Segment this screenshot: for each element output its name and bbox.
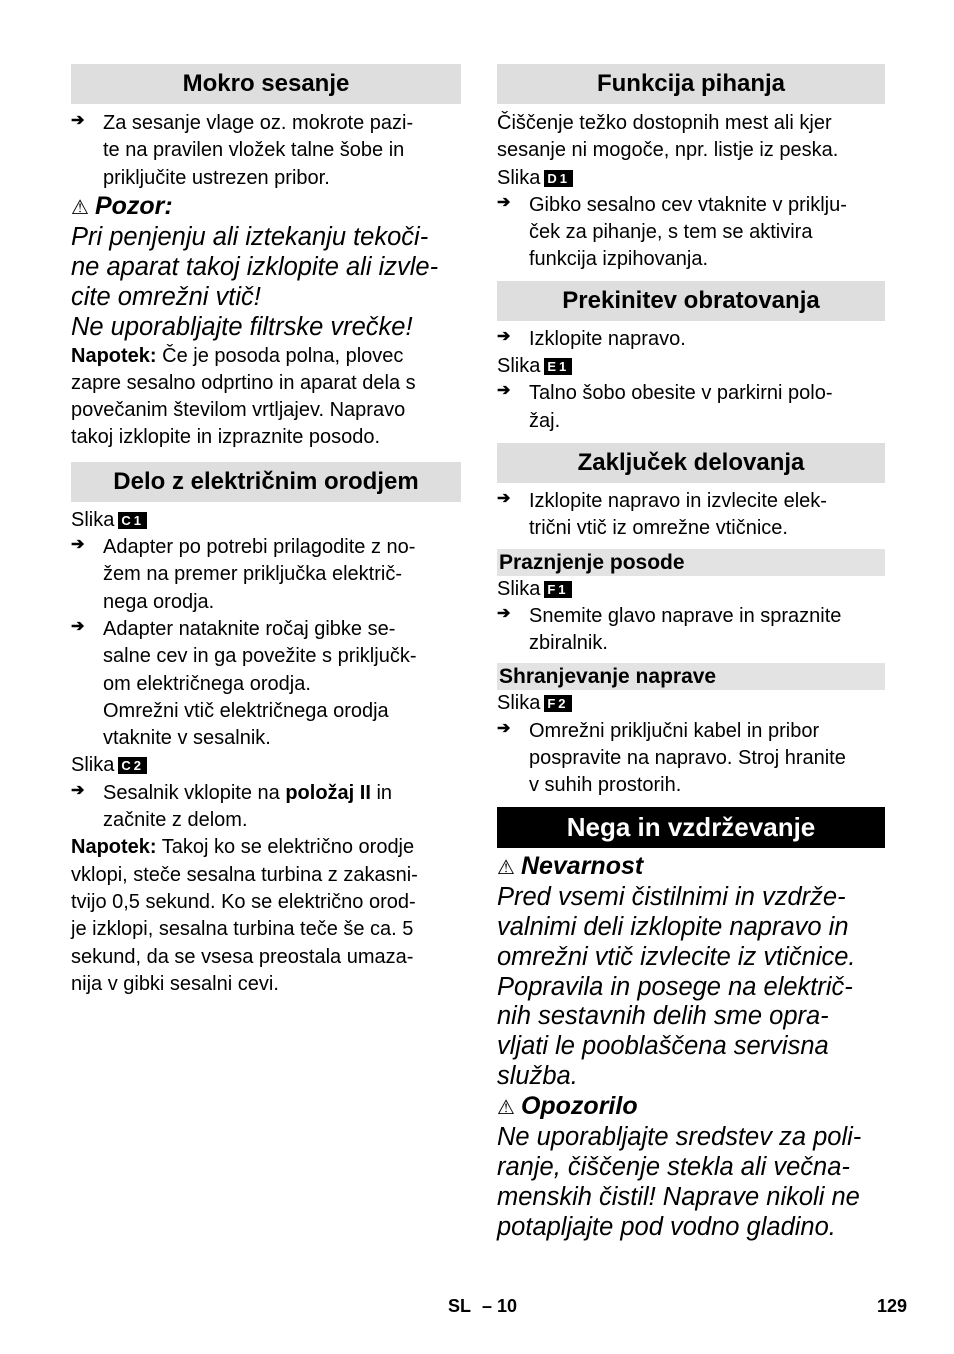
warning-title: ⚠ Pozor: [71, 191, 173, 220]
section-heading-mokro-sesanje: Mokro sesanje [71, 64, 461, 104]
figure-badge: C1 [118, 512, 147, 529]
warning-icon: ⚠ [497, 1096, 515, 1119]
arrow-icon: ➔ [497, 604, 511, 622]
note: Napotek: Takoj ko se električno orodje [71, 836, 415, 859]
footer-language: SL [448, 1296, 472, 1316]
arrow-icon: ➔ [497, 489, 511, 507]
bullet-item: ➔ Adapter nataknite ročaj gibke se- salne cev in ga povežite s priključk- om električnega orodja. [71, 617, 417, 695]
section-heading-delo-z-elektricnim-orodjem: Delo z električnim orodjem [71, 462, 461, 502]
danger-title: ⚠ Nevarnost [497, 851, 644, 880]
subsection-heading-praznjenje-posode: Praznjenje posode [497, 549, 885, 576]
figure-reference: Slika F1 [497, 576, 885, 603]
figure-badge: C2 [118, 757, 147, 774]
arrow-icon: ➔ [71, 536, 85, 554]
warning-icon: ⚠ [497, 856, 515, 879]
figure-badge: D1 [544, 170, 573, 187]
bullet-item: ➔ Izklopite napravo in izvlecite elek- trični vtič iz omrežne vtičnice. [497, 489, 827, 540]
figure-reference: Slika F2 [497, 690, 885, 717]
figure-badge: F2 [544, 695, 571, 712]
bullet-item: ➔ Sesalnik vklopite na položaj II in začnite z delom. [71, 781, 393, 832]
footer-section-page: – 10 [482, 1296, 518, 1316]
figure-reference: Slika E1 [497, 353, 885, 380]
figure-reference: Slika C1 [71, 507, 461, 534]
bullet-item: ➔ Omrežni priključni kabel in pribor pospravite na napravo. Stroj hranite v suhih prostorih. [497, 719, 846, 797]
bullet-item: ➔ Snemite glavo naprave in spraznite zbiralnik. [497, 604, 842, 655]
figure-badge: F1 [544, 581, 571, 598]
arrow-icon: ➔ [497, 193, 511, 211]
danger-text: Pred vsemi čistilnimi in vzdrže- [497, 883, 846, 912]
arrow-icon: ➔ [497, 719, 511, 737]
right-column: Funkcija pihanja Čiščenje težko dostopnih mest ali kjer sesanje ni mogoče, npr. listje iz peska. Slika D1 ➔ Gibko sesalno cev vtaknite v priklju- ček za pihanje, s tem se aktivira funkcija izpihovanja. Prekinitev obratovanja ➔ Izklopite napravo. Slika E1 ➔ Talno šobo obesite v parkirni polo- žaj. Zaključek delovanja ➔ Izklopite napravo in izvlecite elek- trični vtič iz omrežne vtičnice. Praznjenje posode Slika F1 ➔ Snemite glavo naprave in spraznite zbiralnik. Shranjevanje naprave Slika F2 ➔ Omrežni priključni kabel in pribor pospravite na napravo. Stroj hranite v suhih prostorih. Nega in vzdrževanje ⚠ Nevarnost Pred vsemi čistilnimi in vzdrže- valnimi deli izklopite napravo in omrežni vtič izvlecite iz vtičnice. Popravila in posege na električ- nih sestavnih delih sme opra- vljati le pooblaščena servisna služba. ⚠ Opozorilo Ne uporabljajte sredstev za poli- ranje, čiščenje stekla ali večna- menskih čistil! Naprave nikoli ne potapljajte pod vodno gladino. [497, 64, 885, 1242]
figure-badge: E1 [544, 358, 572, 375]
section-heading-prekinitev-obratovanja: Prekinitev obratovanja [497, 281, 885, 321]
left-column: Mokro sesanje ➔ Za sesanje vlage oz. mokrote pazi- te na pravilen vložek talne šobe in priključite ustrezen pribor. ⚠ Pozor: Pri penjenju ali iztekanju tekoči- ne aparat takoj izklopite ali izvle- cite omrežni vtič! Ne uporabljajte filtrske vrečke! Napotek: Če je posoda polna, plovec zapre sesalno odprtino in aparat dela s povečanim številom vrtljajev. Napravo takoj izklopite in izpraznite posodo. Delo z električnim orodjem Slika C1 ➔ Adapter po potrebi prilagodite z no- žem na premer priključka električ- nega orodja. ➔ Adapter nataknite ročaj gibke se- salne cev in ga povežite s priključk- om električnega orodja. Omrežni vtič električnega orodja vtaknite v sesalnik. Slika C2 ➔ Sesalnik vklopite na položaj II in začnite z delom. Napotek: Takoj ko se električno orodje vklopi, steče sesalna turbina z zakasni- tvijo 0,5 sekund. Ko se električno orod- je izklopi, sesalna turbina teče še ca. 5 sekund, da se vsesa preostala umaza- nija v gibki sesalni cevi. [71, 64, 461, 998]
bullet-item: ➔ Adapter po potrebi prilagodite z no- žem na premer priključka električ- nega orodja. [71, 536, 416, 613]
arrow-icon: ➔ [71, 781, 85, 799]
subsection-heading-shranjevanje-naprave: Shranjevanje naprave [497, 663, 885, 690]
warning-text: Pri penjenju ali iztekanju tekoči- [71, 223, 429, 252]
bullet-item: ➔ Gibko sesalno cev vtaknite v priklju- ček za pihanje, s tem se aktivira funkcija izpihovanja. [497, 193, 847, 271]
arrow-icon: ➔ [497, 382, 511, 400]
figure-reference: Slika C2 [71, 752, 461, 779]
chapter-heading-nega-in-vzdrzevanje: Nega in vzdrževanje [497, 807, 885, 848]
indented-text: Omrežni vtič električnega orodja vtaknite v sesalnik. [103, 699, 389, 750]
caution-title: ⚠ Opozorilo [497, 1091, 638, 1120]
warning-icon: ⚠ [71, 196, 89, 219]
caution-text: Ne uporabljajte sredstev za poli- [497, 1123, 862, 1152]
arrow-icon: ➔ [497, 327, 511, 345]
bullet-item: ➔ Za sesanje vlage oz. mokrote pazi- te na pravilen vložek talne šobe in priključite ustrezen pribor. [71, 112, 414, 189]
page-number: 129 [877, 1296, 908, 1316]
bullet-item: ➔ Izklopite napravo. [497, 327, 686, 350]
section-heading-funkcija-pihanja: Funkcija pihanja [497, 64, 885, 104]
arrow-icon: ➔ [71, 617, 85, 635]
figure-reference: Slika D1 [497, 165, 885, 192]
bullet-item: ➔ Talno šobo obesite v parkirni polo- žaj. [497, 382, 833, 432]
arrow-icon: ➔ [71, 112, 85, 129]
note: Napotek: Če je posoda polna, plovec [71, 344, 404, 367]
section-heading-zakljucek-delovanja: Zaključek delovanja [497, 443, 885, 483]
